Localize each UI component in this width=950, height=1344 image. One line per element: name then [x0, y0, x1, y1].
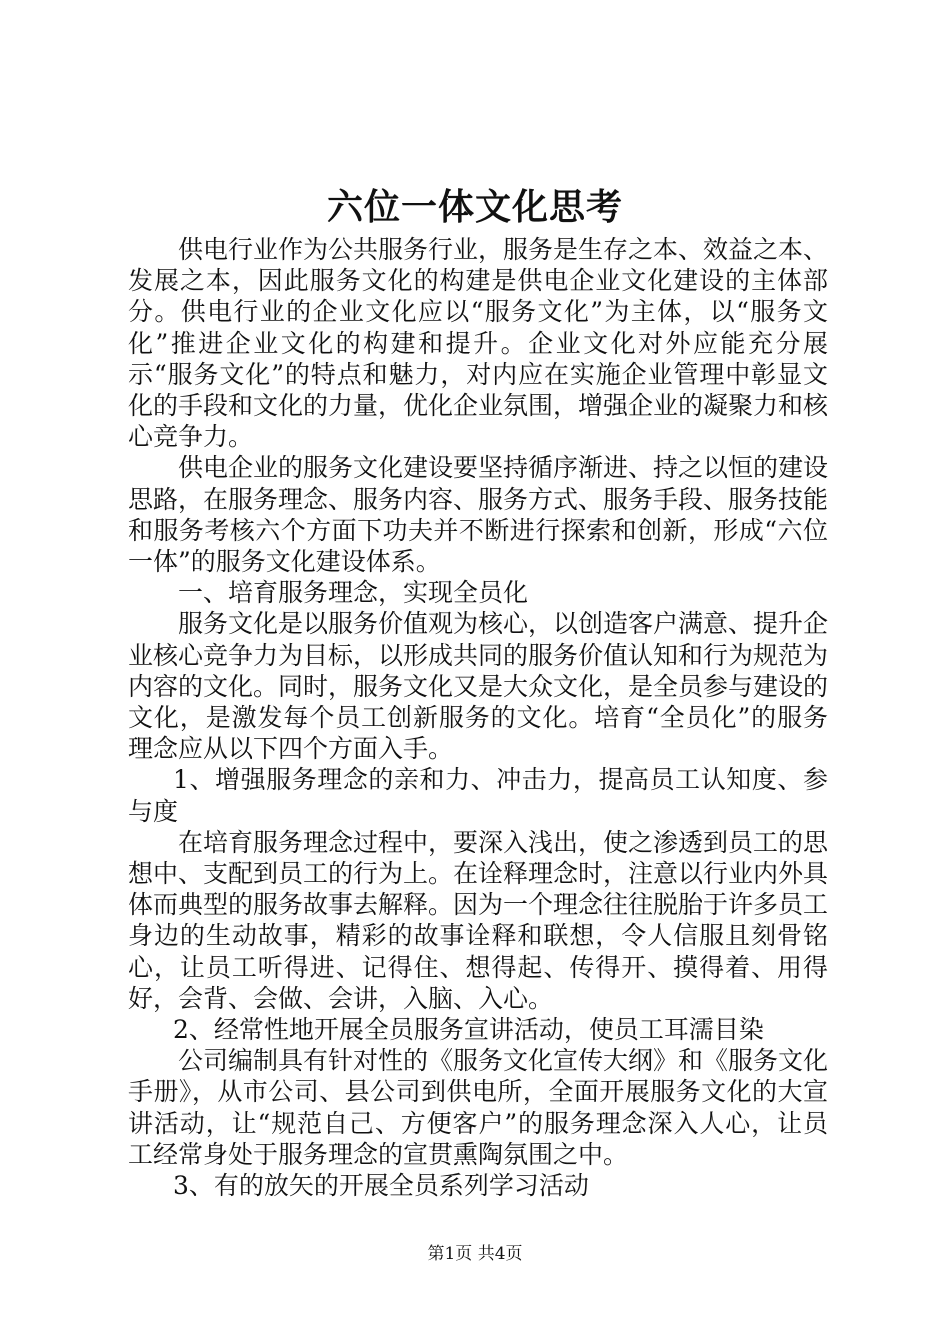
paragraph-publicity: 公司编制具有针对性的《服务文化宣传大纲》和《服务文化手册》，从市公司、县公司到供电所，全面开展服务文化的大宣讲活动，让“规范自己、方便客户”的服务理念深入人心，让员工经常身处于服务理念的宣贯熏陶氛围之中。	[128, 1046, 829, 1169]
page-number-footer: 第1页 共4页	[427, 1244, 523, 1264]
paragraph-cultivate: 在培育服务理念过程中，要深入浅出，使之渗透到员工的思想中、支配到员工的行为上。在诠释理念时，注意以行业内外具体而典型的服务故事去解释。因为一个理念往往脱胎于许多员工身边的生动故事，精彩的故事诠释和联想，令人信服且刻骨铭心，让员工听得进、记得住、想得起、传得开、摸得着、用得好，会背、会做、会讲，入脑、入心。	[128, 827, 829, 1013]
subheading-3: 3、有的放矢的开展全员系列学习活动	[173, 1171, 589, 1201]
subheading-1: 1、增强服务理念的亲和力、冲击力，提高员工认知度、参与度	[128, 765, 828, 826]
section-heading-1: 一、培育服务理念，实现全员化	[178, 578, 529, 608]
paragraph-service-culture: 服务文化是以服务价值观为核心，以创造客户满意、提升企业核心竞争力为目标，以形成共同的服务价值认知和行为规范为内容的文化。同时，服务文化又是大众文化，是全员参与建设的文化，是激发每个员工创新服务的文化。培育“全员化”的服务理念应从以下四个方面入手。	[128, 609, 829, 764]
page-title: 六位一体文化思考	[326, 186, 623, 228]
paragraph-intro: 供电行业作为公共服务行业，服务是生存之本、效益之本、发展之本，因此服务文化的构建是供电企业文化建设的主体部分。供电行业的企业文化应以“服务文化”为主体，以“服务文化”推进企业文化的构建和提升。企业文化对外应能充分展示“服务文化”的特点和魅力，对内应在实施企业管理中彰显文化的手段和文化的力量，优化企业氛围，增强企业的凝聚力和核心竞争力。	[128, 235, 829, 452]
document-body	[128, 234, 828, 1201]
subheading-2: 2、经常性地开展全员服务宣讲活动，使员工耳濡目染	[173, 1015, 764, 1045]
paragraph-system: 供电企业的服务文化建设要坚持循序渐进、持之以恒的建设思路，在服务理念、服务内容、服务方式、服务手段、服务技能和服务考核六个方面下功夫并不断进行探索和创新，形成“六位一体”的服务文化建设体系。	[128, 453, 829, 577]
